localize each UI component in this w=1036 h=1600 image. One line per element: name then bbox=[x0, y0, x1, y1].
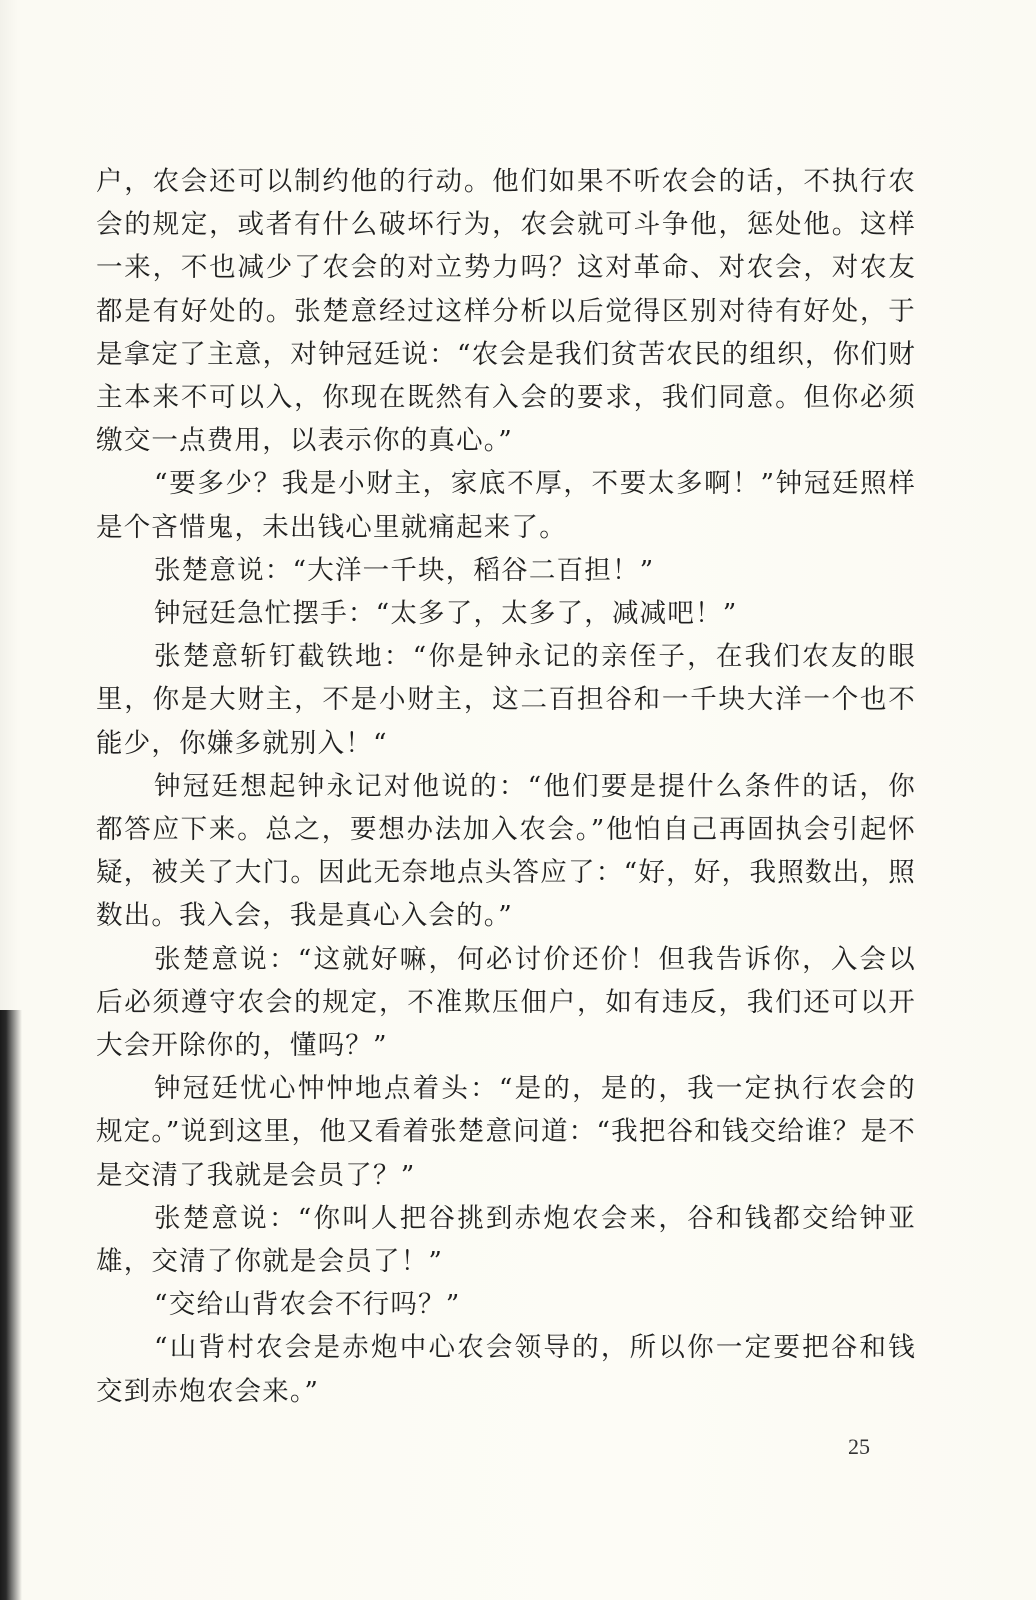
paragraph-11: “山背村农会是赤炮中心农会领导的，所以你一定要把谷和钱交到赤炮农会来。” bbox=[96, 1332, 916, 1407]
paragraph-6: 钟冠廷想起钟永记对他说的：“他们要是提什么条件的话，你都答应下来。总之，要想办法加入农会。”他怕自己再固执会引起怀疑，被关了大门。因此无奈地点头答应了：“好，好，我照数出，照数出。我入会，我是真心入会的。” bbox=[96, 770, 916, 932]
paragraph-1: 户，农会还可以制约他的行动。他们如果不听农会的话，不执行农会的规定，或者有什么破坏行为，农会就可斗争他，惩处他。这样一来，不也减少了农会的对立势力吗？这对革命、对农会，对农友都是有好处的。张楚意经过这样分析以后觉得区别对待有好处，于是拿定了主意，对钟冠廷说：“农会是我们贫苦农民的组织，你们财主本来不可以入，你现在既然有入会的要求，我们同意。但你必须缴交一点费用，以表示你的真心。” bbox=[96, 166, 916, 457]
paragraph-2: “要多少？我是小财主，家底不厚，不要太多啊！”钟冠廷照样是个吝惜鬼，未出钱心里就痛起来了。 bbox=[96, 468, 916, 543]
page-number: 25 bbox=[848, 1434, 870, 1459]
paragraph-10: “交给山背农会不行吗？” bbox=[154, 1289, 461, 1321]
paragraph-4: 钟冠廷急忙摆手：“太多了，太多了，减减吧！” bbox=[154, 598, 738, 630]
paragraph-3: 张楚意说：“大洋一千块，稻谷二百担！” bbox=[154, 554, 655, 586]
paragraph-7: 张楚意说：“这就好嘛，何必讨价还价！但我告诉你，入会以后必须遵守农会的规定，不准欺压佃户，如有违反，我们还可以开大会开除你的，懂吗？” bbox=[96, 943, 916, 1062]
paragraph-8: 钟冠廷忧心忡忡地点着头：“是的，是的，我一定执行农会的规定。”说到这里，他又看着张楚意问道：“我把谷和钱交给谁？是不是交清了我就是会员了？” bbox=[96, 1073, 916, 1191]
scan-shadow-edge bbox=[0, 1010, 22, 1600]
paragraph-9: 张楚意说：“你叫人把谷挑到赤炮农会来，谷和钱都交给钟亚雄，交清了你就是会员了！” bbox=[96, 1202, 916, 1278]
paragraph-5: 张楚意斩钉截铁地：“你是钟永记的亲侄子，在我们农友的眼里，你是大财主，不是小财主，这二百担谷和一千块大洋一个也不能少，你嫌多就别入！“ bbox=[96, 641, 916, 759]
body-text bbox=[96, 160, 916, 1413]
